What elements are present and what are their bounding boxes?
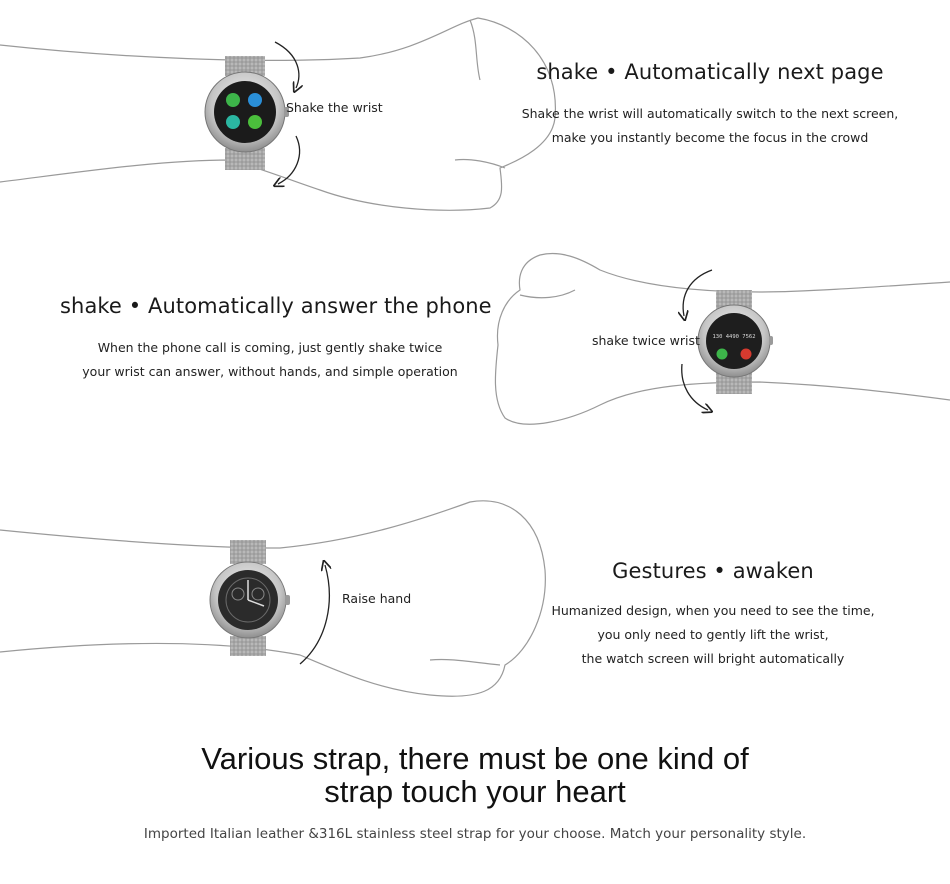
section3-gesture-label: Raise hand: [342, 591, 412, 606]
section2-desc-line2: your wrist can answer, without hands, and simple operation: [82, 364, 458, 379]
raise-arrow: [300, 565, 329, 664]
headline-line1: Various strap, there must be one kind of: [201, 741, 749, 776]
watch-2: [698, 290, 773, 394]
section1-gesture-label: Shake the wrist: [286, 100, 383, 115]
section2-desc-line1: When the phone call is coming, just gently shake twice: [97, 340, 443, 355]
call-number-display: 130 4490 7562: [712, 334, 756, 340]
section2-title: shake • Automatically answer the phone: [60, 294, 492, 318]
section2-gesture-label: shake twice wrist: [592, 333, 700, 348]
section1-desc-line1: Shake the wrist will automatically switch to the next screen,: [521, 106, 899, 121]
section1-title: shake • Automatically next page: [536, 60, 884, 84]
watch-3: [210, 540, 290, 656]
watch-1: [205, 56, 289, 170]
headline-line2: strap touch your heart: [324, 774, 626, 809]
section3-desc-line1: Humanized design, when you need to see the time,: [551, 603, 875, 618]
section3-desc-line2: you only need to gently lift the wrist,: [597, 627, 829, 642]
section1-desc-line2: make you instantly become the focus in the crowd: [551, 130, 869, 145]
section3-title: Gestures • awaken: [612, 559, 814, 583]
section3-desc-line3: the watch screen will bright automatically: [581, 651, 845, 666]
footer-tagline: Imported Italian leather &316L stainless steel strap for your choose. Match your personality style.: [143, 826, 807, 842]
